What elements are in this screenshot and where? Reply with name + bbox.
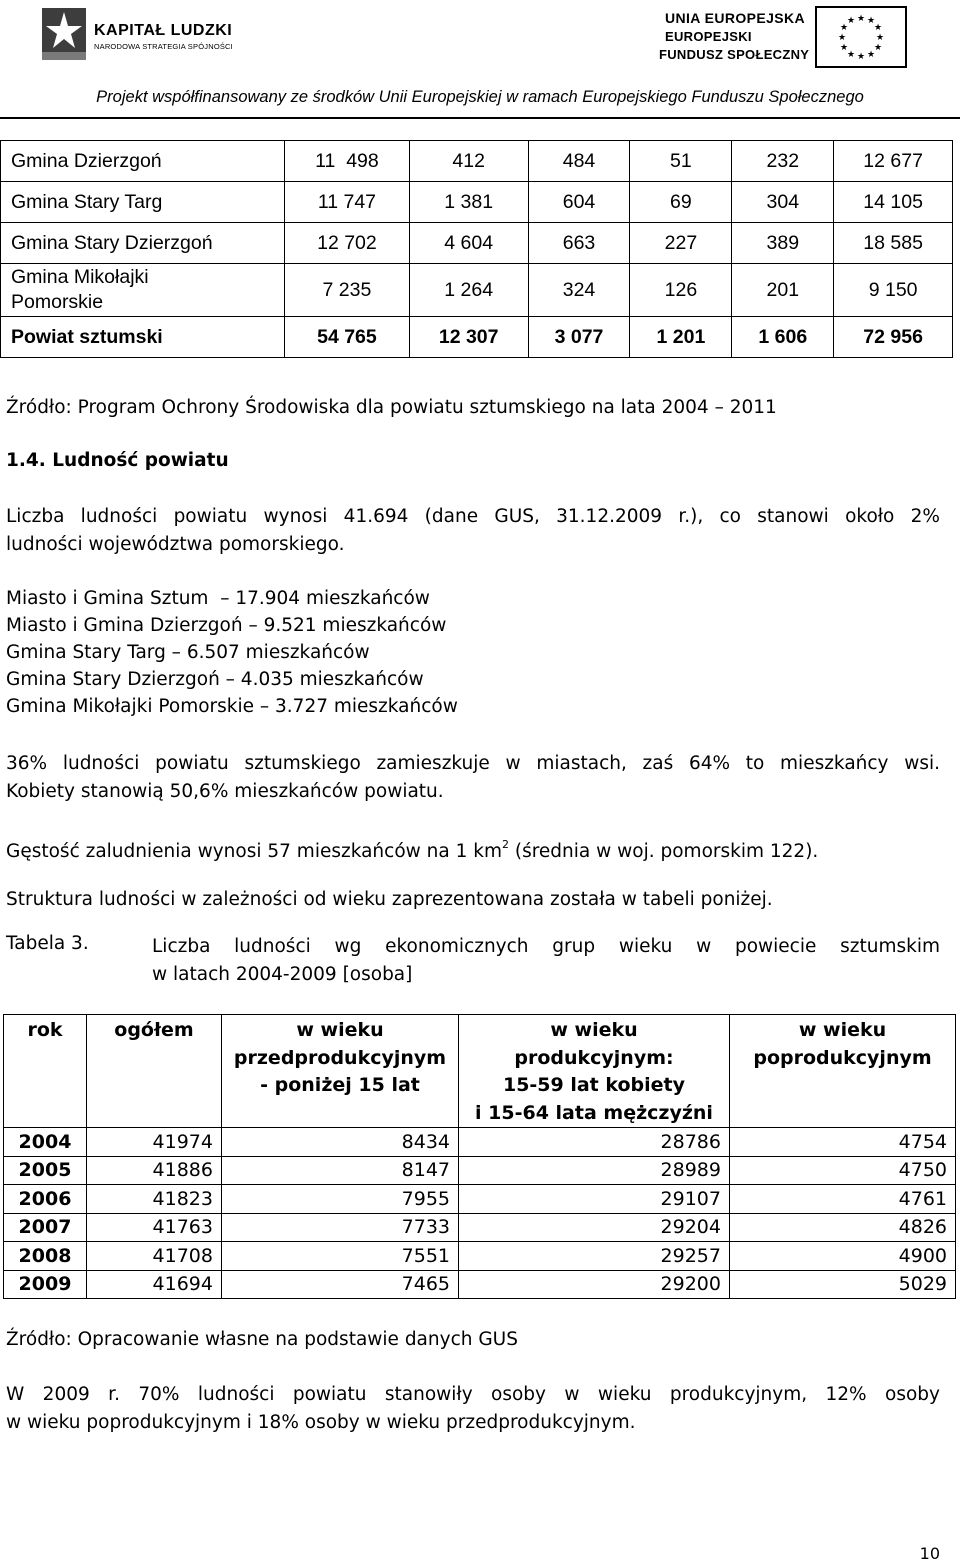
table-cell: 72 956 — [834, 317, 953, 358]
source-note: Źródło: Program Ochrony Środowiska dla powiatu sztumskiego na lata 2004 – 2011 — [6, 397, 777, 418]
year-cell: 2005 — [4, 1156, 87, 1185]
year-cell: 2007 — [4, 1213, 87, 1242]
svg-text:★: ★ — [866, 16, 876, 26]
table-cell: 51 — [630, 141, 732, 182]
density-text: Gęstość zaludnienia wynosi 57 mieszkańców na 1 km — [6, 841, 502, 862]
table-cell: 4900 — [730, 1242, 956, 1271]
paragraph-line: 36% ludności powiatu sztumskiego zamieszkuje w miastach, zaś 64% to mieszkańcy wsi. — [6, 753, 940, 774]
density-text-end: (średnia w woj. pomorskim 122). — [508, 841, 819, 862]
header-divider — [0, 117, 960, 119]
header-line: rok — [27, 1019, 63, 1041]
table-row — [4, 1128, 956, 1157]
age-share-paragraph — [6, 1381, 940, 1437]
row-name-line2: Pomorskie — [11, 291, 104, 313]
table-cell: 29200 — [459, 1270, 730, 1299]
table-title-line: Liczba ludności wg ekonomicznych grup wieku w powiecie sztumskim — [152, 936, 940, 957]
table-cell: 1 381 — [409, 182, 528, 223]
table-row — [1, 182, 953, 223]
logo-title: KAPITAŁ LUDZKI — [94, 22, 233, 39]
table-cell: 484 — [528, 141, 630, 182]
table-cell: 28989 — [459, 1156, 730, 1185]
table-cell: 28786 — [459, 1128, 730, 1157]
svg-text:★: ★ — [846, 16, 856, 26]
kapital-ludzki-logo — [40, 4, 240, 66]
page-number: 10 — [919, 1544, 940, 1563]
table-cell: 389 — [732, 223, 834, 264]
table-cell: 126 — [630, 264, 732, 317]
table-cell: 54 765 — [285, 317, 410, 358]
table-cell: 232 — [732, 141, 834, 182]
paragraph-line: ludności województwa pomorskiego. — [6, 534, 345, 555]
svg-text:★: ★ — [873, 43, 883, 53]
list-item: Gmina Stary Dzierzgoń – 4.035 mieszkańców — [6, 669, 424, 690]
density-superscript: 2 — [501, 838, 509, 851]
table-cell: 12 702 — [285, 223, 410, 264]
column-header — [222, 1015, 459, 1128]
row-name — [1, 264, 285, 317]
age-groups-table — [3, 1014, 956, 1299]
svg-text:★: ★ — [837, 33, 847, 43]
list-item: Miasto i Gmina Sztum – 17.904 mieszkańców — [6, 588, 430, 609]
svg-text:★: ★ — [856, 14, 866, 24]
table-cell: 7 235 — [285, 264, 410, 317]
column-header — [459, 1015, 730, 1128]
table-cell: 201 — [732, 264, 834, 317]
table-cell: 1 606 — [732, 317, 834, 358]
table-cell: 1 264 — [409, 264, 528, 317]
table-cell: 4754 — [730, 1128, 956, 1157]
table-cell: 29257 — [459, 1242, 730, 1271]
table-cell: 4750 — [730, 1156, 956, 1185]
svg-text:★: ★ — [846, 50, 856, 60]
eu-logo-line2: EUROPEJSKI — [665, 29, 752, 44]
header-line: przedprodukcyjnym — [233, 1046, 447, 1069]
header-line: w wieku — [798, 1019, 887, 1041]
kapital-ludzki-emblem-icon — [40, 4, 90, 64]
density-paragraph — [6, 831, 818, 865]
table-cell: 69 — [630, 182, 732, 223]
table-cell: 4 604 — [409, 223, 528, 264]
table-cell: 41823 — [87, 1185, 222, 1214]
table-cell: 41694 — [87, 1270, 222, 1299]
urban-rural-paragraph — [6, 750, 940, 806]
svg-text:★: ★ — [856, 52, 866, 62]
table-cell: 412 — [409, 141, 528, 182]
table-label: Tabela 3. — [6, 933, 89, 954]
header-line: 15-59 lat kobiety — [502, 1074, 686, 1096]
table-cell: 3 077 — [528, 317, 630, 358]
table-cell: 9 150 — [834, 264, 953, 317]
municipality-table — [0, 140, 953, 358]
paragraph-line: Liczba ludności powiatu wynosi 41.694 (dane GUS, 31.12.2009 r.), co stanowi około 2% — [6, 506, 940, 527]
year-cell: 2008 — [4, 1242, 87, 1271]
column-header — [730, 1015, 956, 1128]
table-cell: 604 — [528, 182, 630, 223]
svg-text:★: ★ — [839, 23, 849, 33]
eu-logo-line3: FUNDUSZ SPOŁECZNY — [659, 47, 810, 62]
logo-subtitle: NARODOWA STRATEGIA SPÓJNOŚCI — [94, 42, 233, 51]
header-line: produkcyjnym: — [514, 1046, 674, 1069]
column-header — [87, 1015, 222, 1128]
row-name: Gmina Stary Dzierzgoń — [1, 223, 285, 264]
paragraph-line: w wieku poprodukcyjnym i 18% osoby w wieku przedprodukcyjnym. — [6, 1412, 636, 1433]
table-cell: 41763 — [87, 1213, 222, 1242]
table-cell: 12 677 — [834, 141, 953, 182]
table-cell: 8147 — [222, 1156, 459, 1185]
row-name-line1: Gmina Mikołajki — [11, 266, 149, 288]
table-cell: 1 201 — [630, 317, 732, 358]
table-cell: 29204 — [459, 1213, 730, 1242]
table-cell: 227 — [630, 223, 732, 264]
source-note-gus: Źródło: Opracowanie własne na podstawie danych GUS — [6, 1329, 518, 1350]
table-row — [1, 223, 953, 264]
paragraph-line: W 2009 r. 70% ludności powiatu stanowiły osoby w wieku produkcyjnym, 12% osoby — [6, 1384, 940, 1405]
year-cell: 2004 — [4, 1128, 87, 1157]
eu-logo — [655, 4, 910, 70]
table-row — [1, 264, 953, 317]
table-row — [4, 1270, 956, 1299]
table-cell: 304 — [732, 182, 834, 223]
year-cell: 2009 — [4, 1270, 87, 1299]
table-cell: 324 — [528, 264, 630, 317]
header-line: - poniżej 15 lat — [260, 1074, 420, 1096]
row-name: Powiat sztumski — [1, 317, 285, 358]
table-cell: 12 307 — [409, 317, 528, 358]
section-heading: 1.4. Ludność powiatu — [6, 450, 229, 471]
svg-text:★: ★ — [866, 50, 876, 60]
table-cell: 5029 — [730, 1270, 956, 1299]
column-header — [4, 1015, 87, 1128]
table-cell: 7551 — [222, 1242, 459, 1271]
table-row — [4, 1213, 956, 1242]
paragraph-line: Kobiety stanowią 50,6% mieszkańców powiatu. — [6, 781, 444, 802]
row-name: Gmina Stary Targ — [1, 182, 285, 223]
table-cell: 4826 — [730, 1213, 956, 1242]
table-cell: 41708 — [87, 1242, 222, 1271]
table-row — [4, 1156, 956, 1185]
list-item: Miasto i Gmina Dzierzgoń – 9.521 mieszkańców — [6, 615, 447, 636]
table-cell: 8434 — [222, 1128, 459, 1157]
table-cell: 663 — [528, 223, 630, 264]
table-title-line: w latach 2004-2009 [osoba] — [152, 964, 413, 985]
table-cell: 11 498 — [285, 141, 410, 182]
population-paragraph — [6, 503, 940, 559]
table-cell: 18 585 — [834, 223, 953, 264]
table-cell: 29107 — [459, 1185, 730, 1214]
table-row-total — [1, 317, 953, 358]
eu-logo-line1: UNIA EUROPEJSKA — [665, 10, 806, 26]
list-item: Gmina Mikołajki Pomorskie – 3.727 mieszkańców — [6, 696, 458, 717]
svg-text:★: ★ — [873, 23, 883, 33]
table-header-row — [4, 1015, 956, 1128]
header-caption: Projekt współfinansowany ze środków Unii Europejskiej w ramach Europejskiego Funduszu Społecznego — [96, 88, 864, 106]
svg-text:★: ★ — [839, 43, 849, 53]
table-cell: 41886 — [87, 1156, 222, 1185]
table-title — [152, 933, 940, 989]
year-cell: 2006 — [4, 1185, 87, 1214]
table-cell: 7955 — [222, 1185, 459, 1214]
table-row — [1, 141, 953, 182]
table-cell: 41974 — [87, 1128, 222, 1157]
header-line: i 15-64 lata mężczyźni — [475, 1101, 713, 1124]
header-line: poprodukcyjnym — [753, 1046, 932, 1069]
table-row — [4, 1185, 956, 1214]
table-cell: 14 105 — [834, 182, 953, 223]
table-cell: 11 747 — [285, 182, 410, 223]
residents-list — [6, 585, 458, 720]
header-line: ogółem — [114, 1019, 194, 1041]
eu-flag-icon — [815, 6, 907, 68]
row-name: Gmina Dzierzgoń — [1, 141, 285, 182]
header-line: w wieku — [550, 1019, 638, 1041]
table-row — [4, 1242, 956, 1271]
structure-paragraph: Struktura ludności w zależności od wieku zaprezentowana została w tabeli poniżej. — [6, 889, 773, 910]
header-line: w wieku — [296, 1019, 384, 1041]
svg-text:★: ★ — [875, 33, 885, 43]
table-cell: 4761 — [730, 1185, 956, 1214]
table-cell: 7465 — [222, 1270, 459, 1299]
list-item: Gmina Stary Targ – 6.507 mieszkańców — [6, 642, 370, 663]
table-cell: 7733 — [222, 1213, 459, 1242]
